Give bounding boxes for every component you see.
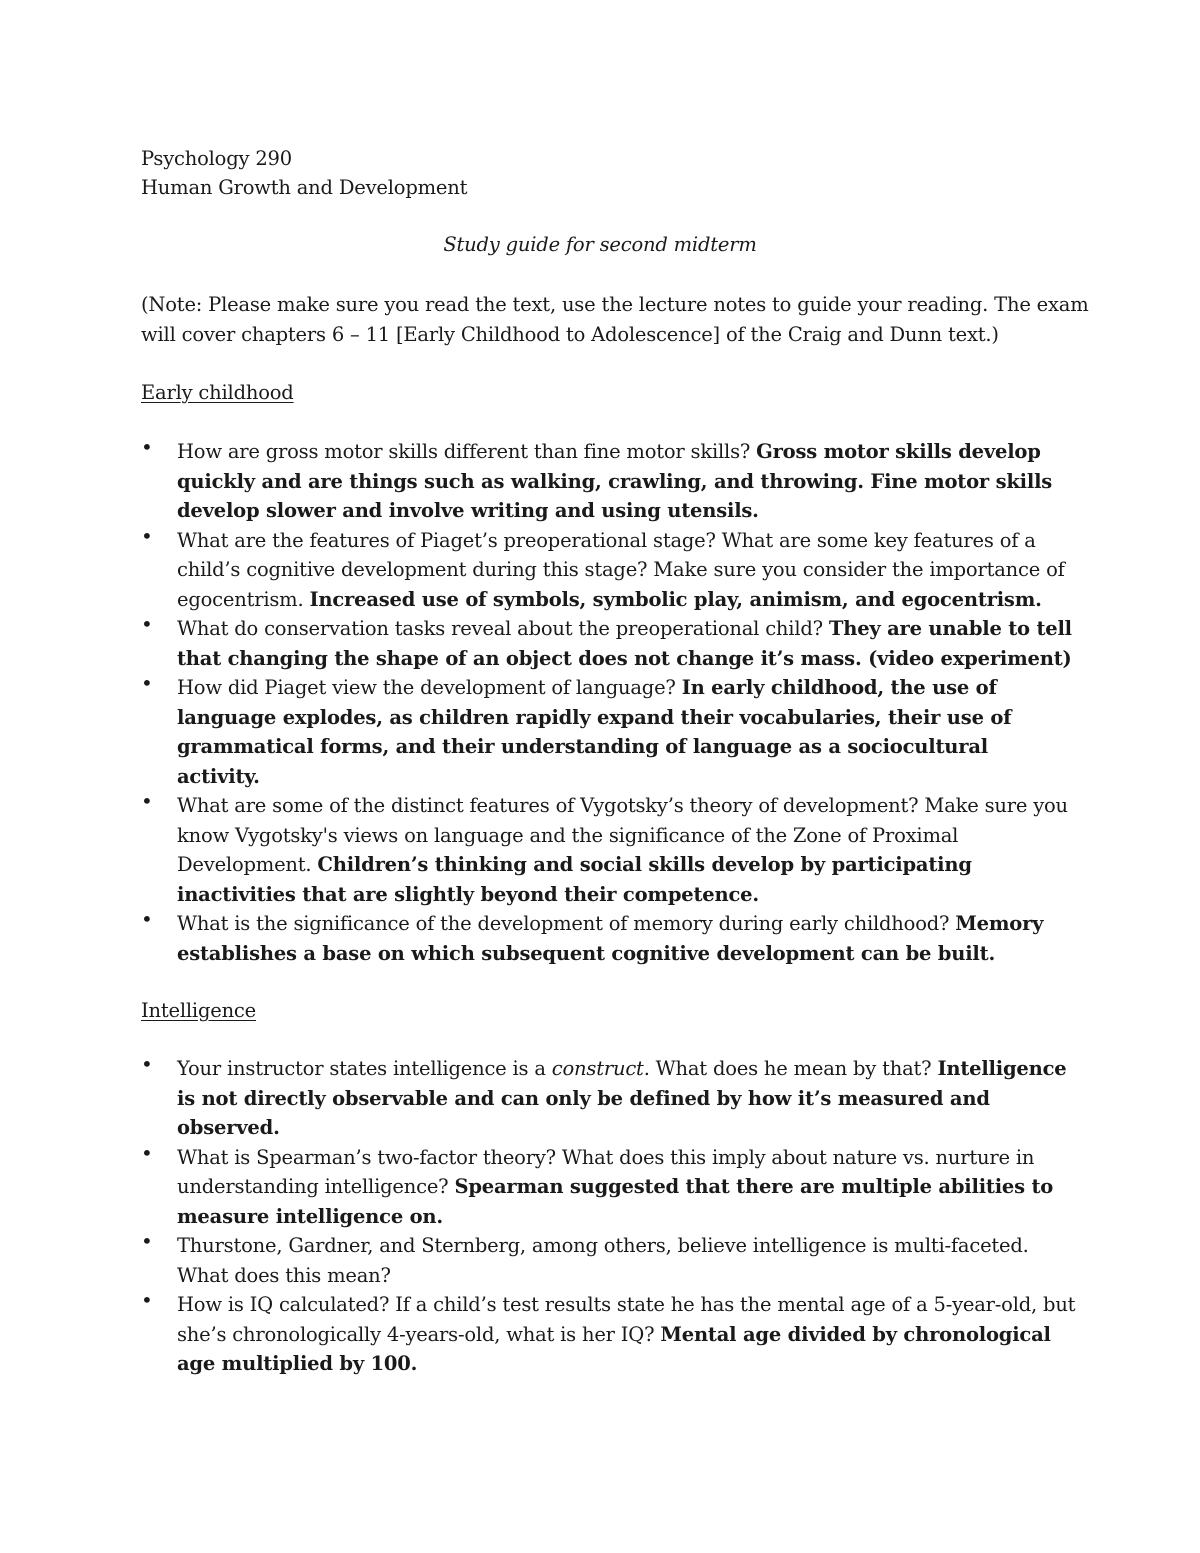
answer-text: They are unable to tell that changing the shape of an object does not change it’s mass. (video experiment): [177, 617, 1072, 670]
list-item: [141, 523, 1076, 615]
early-childhood-question-list: [141, 437, 1076, 968]
question-text: How did Piaget view the development of language?: [177, 676, 682, 699]
intelligence-question-list: [141, 1054, 1076, 1379]
bullet-icon: •: [141, 1229, 153, 1253]
list-item: [141, 437, 1076, 526]
bullet-icon: •: [141, 789, 153, 813]
list-item: [141, 1054, 1076, 1143]
list-item: [141, 1140, 1076, 1232]
document-title: Study guide for second midterm: [443, 233, 757, 256]
question-text: How is IQ calculated? If a child’s test results state he has the mental age of a 5-year-old, but she’s chronologically 4-years-old, what is her IQ?: [177, 1293, 1076, 1346]
bullet-icon: •: [141, 1052, 153, 1076]
answer-text: Gross motor skills develop quickly and are things such as walking, crawling, and throwing. Fine motor skills develop slower and involve writing and using utensils.: [177, 440, 1053, 522]
bullet-icon: •: [141, 1140, 153, 1165]
question-text: Thurstone, Gardner, and Sternberg, among others, believe intelligence is multi-faceted. What does this mean?: [177, 1234, 1029, 1287]
bullet-icon: •: [141, 671, 153, 695]
question-text: Your instructor states intelligence is a: [177, 1057, 552, 1080]
answer-text: Spearman suggested that there are multiple abilities to measure intelligence on.: [177, 1175, 1054, 1228]
section-heading-intelligence: Intelligence: [141, 999, 256, 1022]
question-text: What is Spearman’s two-factor theory? What does this imply about nature vs. nurture in understanding intelligence?: [177, 1145, 1035, 1198]
answer-text: Children’s thinking and social skills develop by participating inactivities that are slightly beyond their competence.: [177, 853, 972, 906]
note-line-1: (Note: Please make sure you read the text, use the lecture notes to guide your reading. The exam: [141, 293, 1089, 316]
question-text: What is the significance of the development of memory during early childhood?: [177, 912, 956, 935]
bullet-icon: •: [141, 523, 153, 548]
section-heading-early-childhood: Early childhood: [141, 381, 294, 404]
question-text: What do conservation tasks reveal about the preoperational child?: [177, 617, 829, 640]
bullet-icon: •: [141, 612, 153, 636]
answer-text: Increased use of symbols, symbolic play, animism, and egocentrism.: [309, 587, 1042, 611]
answer-text: Mental age divided by chronological age multiplied by 100.: [177, 1322, 1051, 1375]
question-text: How are gross motor skills different than fine motor skills?: [177, 440, 757, 463]
answer-text: Intelligence is not directly observable and can only be defined by how it’s measured and observed.: [177, 1057, 1067, 1139]
list-item: [141, 1231, 1076, 1290]
answer-text: In early childhood, the use of language explodes, as children rapidly expand their vocabularies, their use of grammatical forms, and their understanding of language as a sociocultural activity.: [177, 676, 1012, 788]
bullet-icon: •: [141, 907, 153, 931]
list-item: [141, 673, 1076, 791]
bullet-icon: •: [141, 435, 153, 459]
course-number: Psychology 290: [141, 147, 292, 170]
list-item: [141, 1290, 1076, 1379]
course-name: Human Growth and Development: [141, 176, 468, 199]
emphasis-text: construct: [551, 1057, 644, 1080]
note-line-2: will cover chapters 6 – 11 [Early Childhood to Adolescence] of the Craig and Dunn text.): [141, 323, 999, 346]
question-text: What are the features of Piaget’s preoperational stage? What are some key features of a child’s cognitive development during this stage? Make sure you consider the importance of egocentrism.: [177, 528, 1065, 611]
question-text: What are some of the distinct features of Vygotsky’s theory of development? Make sure you know Vygotsky's views on language and the significance of the Zone of Proximal Development.: [177, 794, 1068, 876]
list-item: [141, 614, 1076, 673]
answer-text: Memory establishes a base on which subsequent cognitive development can be built.: [177, 912, 1044, 965]
bullet-icon: •: [141, 1288, 153, 1312]
list-item: [141, 791, 1076, 909]
question-text-cont: . What does he mean by that?: [643, 1057, 938, 1080]
list-item: [141, 909, 1076, 968]
